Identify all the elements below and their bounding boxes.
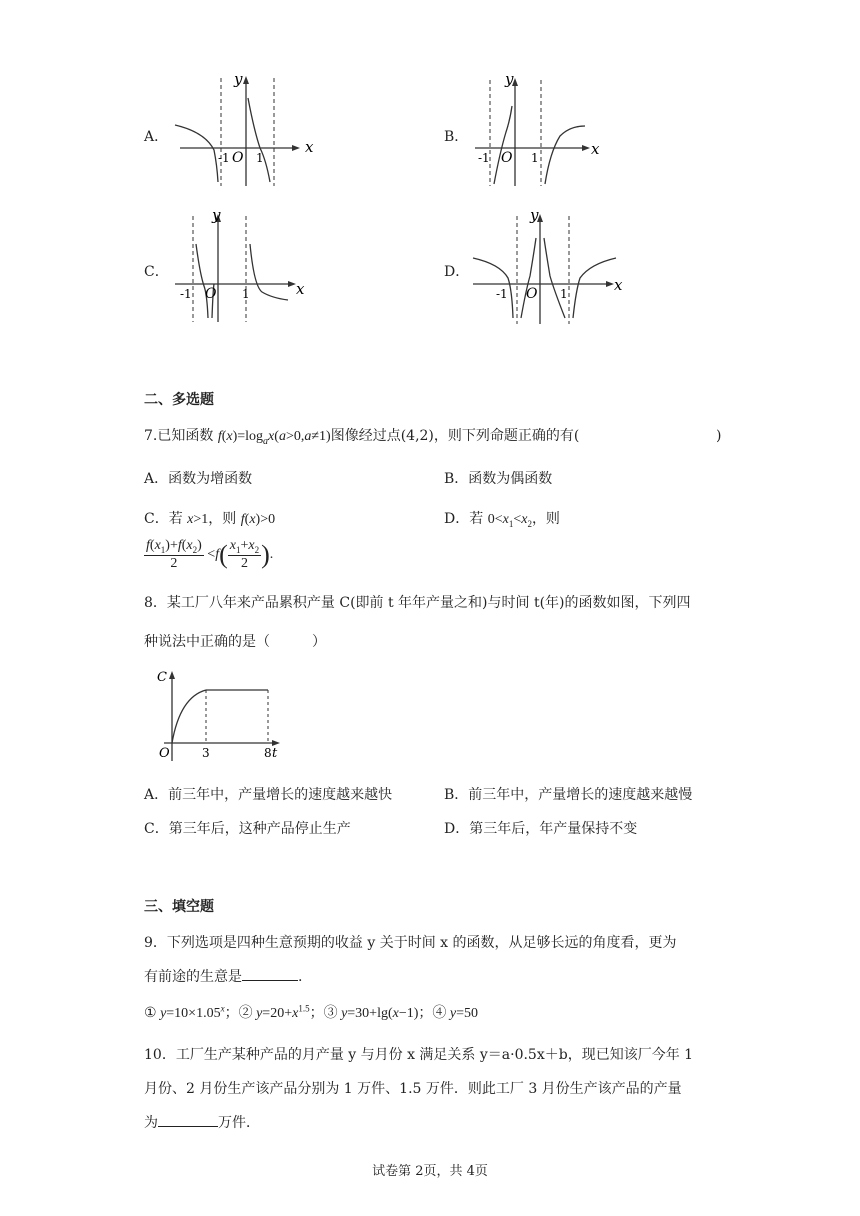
graph-b-one: 1 <box>531 151 539 165</box>
graph-d-origin: O <box>526 286 538 302</box>
q7-stem-pre: 7.已知函数 <box>144 428 214 444</box>
graph-b-neg1: -1 <box>478 151 490 165</box>
option-a-label: A． <box>144 129 169 145</box>
q7-stem <box>144 428 579 448</box>
option-c-label: C． <box>144 264 169 280</box>
q7-option-c <box>144 508 275 528</box>
graph-d-x-label: x <box>614 276 623 294</box>
q7-option-c-result: f(x)>0 <box>240 512 276 527</box>
q7-option-d-cond: $0<x_1<x_2$ <box>487 512 532 529</box>
q7-option-d-pre: D．若 <box>444 511 484 527</box>
q9-stem-line2-post: . <box>298 969 303 985</box>
q7-stem-post: 图像经过点(4,2)，则下列命题正确的有( <box>330 428 580 444</box>
q7-stem-close: ) <box>716 428 722 444</box>
graph-b-origin: O <box>501 150 513 166</box>
graph-b <box>470 70 610 190</box>
graph-a-x-label: x <box>305 138 314 156</box>
q10-stem-line3-pre: 为 <box>144 1115 158 1131</box>
q8-graph-tick-3: 3 <box>202 746 210 760</box>
q7-option-b: B．函数为偶函数 <box>444 471 553 487</box>
q8-stem-line1: 8．某工厂八年来产品累积产量 C(即前 t 年年产量之和)与时间 t(年)的函数如图，下列四 <box>144 595 691 611</box>
option-b-label: B． <box>444 129 469 145</box>
graph-d-one: 1 <box>560 287 568 301</box>
q8-option-c: C．第三年后，这种产品停止生产 <box>144 821 351 837</box>
graph-a-origin: O <box>232 150 244 166</box>
graph-c <box>170 206 310 326</box>
graph-c-one: 1 <box>242 287 250 301</box>
q9-stem-line2 <box>144 966 302 986</box>
q7-option-c-cond: x>1 <box>187 512 209 527</box>
q8-option-d: D．第三年后，年产量保持不变 <box>444 821 638 837</box>
graph-a-one: 1 <box>256 151 264 165</box>
graph-a-neg1: -1 <box>218 151 230 165</box>
q8-option-b: B．前三年中，产量增长的速度越来越慢 <box>444 787 693 803</box>
q8-graph <box>144 665 284 765</box>
graph-c-x-label: x <box>296 280 305 298</box>
q8-graph-t-label: t <box>272 746 278 761</box>
q10-stem-line1: 10．工厂生产某种产品的月产量 y 与月份 x 满足关系 y＝a·0.5x＋b，现已知该厂今年 1 <box>144 1047 694 1063</box>
option-d-label: D． <box>444 264 470 280</box>
section-fill-blank-heading: 三、填空题 <box>144 899 214 915</box>
q9-stem-line1: 9．下列选项是四种生意预期的收益 y 关于时间 x 的函数，从足够长远的角度看，更为 <box>144 935 677 951</box>
q8-stem-line2: 种说法中正确的是（ ） <box>144 634 326 650</box>
q7-option-c-pre: C．若 <box>144 511 183 527</box>
q7-option-d-mid: ，则 <box>531 511 560 527</box>
q8-graph-origin: O <box>159 746 170 761</box>
graph-a <box>170 70 320 190</box>
q7-option-c-mid: ，则 <box>208 511 237 527</box>
q10-stem-line3 <box>144 1112 260 1132</box>
graph-c-y-label: y <box>212 206 221 224</box>
section-multi-choice-heading: 二、多选题 <box>144 392 214 408</box>
graph-d-neg1: -1 <box>496 287 508 301</box>
graph-b-x-label: x <box>591 140 600 158</box>
graph-d-y-label: y <box>530 206 539 224</box>
q7-option-a: A．函数为增函数 <box>144 471 253 487</box>
q9-options: ① $y=10\times 1.05^x$；② $y=20+x^{1.5}$；③ y=30+lg(x−1)；④ y=50 <box>144 1003 479 1021</box>
graph-c-origin: O <box>205 286 217 302</box>
q10-stem-line2: 月份、2 月份生产该产品分别为 1 万件、1.5 万件．则此工厂 3 月份生产该产品的产量 <box>144 1081 682 1097</box>
graph-b-y-label: y <box>505 70 514 88</box>
q7-option-d <box>444 508 560 529</box>
q10-answer-blank[interactable] <box>158 1112 218 1127</box>
graph-a-y-label: y <box>234 70 243 88</box>
q10-stem-line3-post: 万件． <box>218 1115 260 1131</box>
q9-answer-blank[interactable] <box>242 966 298 981</box>
graph-c-neg1: -1 <box>180 287 192 301</box>
graph-d <box>468 206 628 326</box>
q8-graph-c-label: C <box>157 670 167 685</box>
q8-graph-tick-8: 8 <box>264 746 272 760</box>
q7-option-d-inequality: $\frac{f(x_1)+f(x_2)}{2}$ <f( $\frac{x_1+x_2}{2}$ ). <box>146 538 274 571</box>
q8-option-a: A．前三年中，产量增长的速度越来越快 <box>144 787 393 803</box>
page-footer: 试卷第 2页，共 4页 <box>372 1164 488 1179</box>
q7-function-formula: $f(x)=\log_ax(a>0,a\ne 1)$ <box>217 429 331 447</box>
q9-stem-line2-pre: 有前途的生意是 <box>144 969 242 985</box>
